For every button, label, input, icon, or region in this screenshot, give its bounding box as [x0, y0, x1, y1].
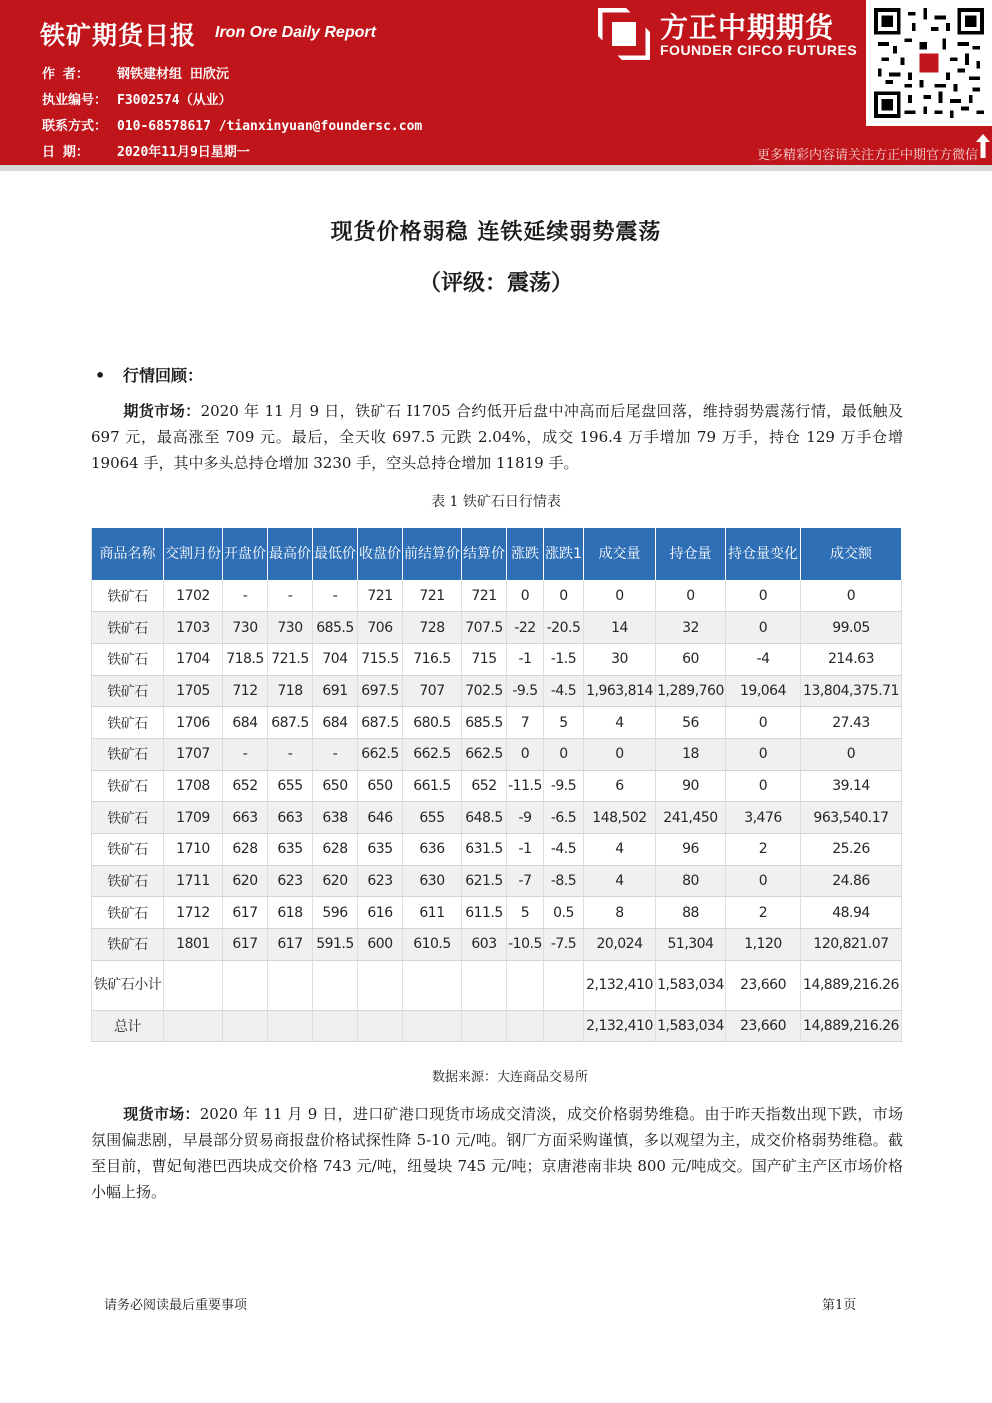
table-row [92, 675, 902, 707]
cell-product: 铁矿石 [92, 612, 164, 644]
cell-volume: 2,132,410 [584, 1010, 656, 1042]
cell-delivery-month: 1709 [164, 802, 223, 834]
cell-close: 650 [358, 770, 403, 802]
cell-oi-change: 23,660 [726, 1010, 801, 1042]
report-headline: 现货价格弱稳 连铁延续弱势震荡 [330, 220, 662, 245]
cell-change: -1 [507, 834, 544, 866]
section-market-review [95, 363, 203, 386]
cell-high [268, 960, 313, 1010]
table-caption: 表 1 铁矿石日行情表 [431, 494, 561, 510]
cell-open [223, 960, 268, 1010]
futures-paragraph [91, 398, 903, 476]
cell-close [358, 1010, 403, 1042]
cell-delivery-month: 1801 [164, 929, 223, 961]
cell-low: - [313, 738, 358, 770]
section-heading: 行情回顾： [123, 366, 204, 385]
cell-oi-change: 23,660 [726, 960, 801, 1010]
cell-close: 706 [358, 612, 403, 644]
cell-product: 铁矿石 [92, 865, 164, 897]
cell-high: 635 [268, 834, 313, 866]
header-open: 开盘价 [223, 528, 268, 580]
cell-open-interest: 18 [656, 738, 726, 770]
data-source: 数据来源：大连商品交易所 [431, 1070, 588, 1085]
meta-contact-key: 联系方式： [42, 119, 108, 134]
cell-settle: 685.5 [462, 707, 507, 739]
cell-open-interest: 88 [656, 897, 726, 929]
meta-contact-value: 010-68578617 /tianxinyuan@foundersc.com [117, 119, 423, 134]
cell-low: 596 [313, 897, 358, 929]
cell-settle: 603 [462, 929, 507, 961]
cell-close: 623 [358, 865, 403, 897]
cell-low: 704 [313, 643, 358, 675]
cell-open: 620 [223, 865, 268, 897]
cell-settle: 662.5 [462, 738, 507, 770]
cell-product: 铁矿石 [92, 675, 164, 707]
cell-volume: 1,963,814 [584, 675, 656, 707]
company-name-cn: 方正中期期货 [660, 11, 835, 44]
cell-product: 铁矿石 [92, 738, 164, 770]
cell-change: -1 [507, 643, 544, 675]
cell-high: 618 [268, 897, 313, 929]
meta-author [42, 63, 229, 82]
cell-oi-change: 2 [726, 897, 801, 929]
cell-open-interest: 90 [656, 770, 726, 802]
table-row [92, 643, 902, 675]
cell-turnover: 13,804,375.71 [801, 675, 902, 707]
cell-open: 684 [223, 707, 268, 739]
cell-prev-settle: 661.5 [403, 770, 462, 802]
cell-low: 684 [313, 707, 358, 739]
table-row [92, 960, 902, 1010]
iron-ore-quote-table [91, 528, 902, 1042]
cell-prev-settle: 716.5 [403, 643, 462, 675]
cell-settle: 652 [462, 770, 507, 802]
cell-settle [462, 1010, 507, 1042]
cell-oi-change: 1,120 [726, 929, 801, 961]
cell-open-interest: 241,450 [656, 802, 726, 834]
cell-high: 687.5 [268, 707, 313, 739]
cell-volume: 14 [584, 612, 656, 644]
cell-prev-settle: 636 [403, 834, 462, 866]
cell-open-interest: 60 [656, 643, 726, 675]
qr-code-icon [874, 6, 984, 120]
header-close: 收盘价 [358, 528, 403, 580]
header-settle: 结算价 [462, 528, 507, 580]
cell-product: 铁矿石 [92, 707, 164, 739]
cell-delivery-month: 1711 [164, 865, 223, 897]
up-arrow-icon [976, 134, 990, 158]
cell-volume: 8 [584, 897, 656, 929]
cell-high [268, 1010, 313, 1042]
cell-open-interest: 1,583,034 [656, 960, 726, 1010]
cell-change: -22 [507, 612, 544, 644]
meta-date-key: 日 期： [42, 145, 89, 160]
cell-turnover: 0 [801, 738, 902, 770]
header-turnover: 成交额 [801, 528, 902, 580]
cell-prev-settle: 662.5 [403, 738, 462, 770]
spot-lead: 现货市场： [123, 1105, 200, 1123]
cell-high: 730 [268, 612, 313, 644]
cell-settle: 715 [462, 643, 507, 675]
cell-change1: -7.5 [544, 929, 584, 961]
cell-change: 0 [507, 738, 544, 770]
cell-volume: 4 [584, 865, 656, 897]
table-row [92, 834, 902, 866]
table-row [92, 612, 902, 644]
meta-author-key: 作 者： [42, 67, 89, 82]
cell-prev-settle: 721 [403, 580, 462, 612]
table-body [92, 580, 902, 1042]
cell-change1: -20.5 [544, 612, 584, 644]
cell-oi-change: 19,064 [726, 675, 801, 707]
header-low: 最低价 [313, 528, 358, 580]
table-row [92, 865, 902, 897]
cell-open-interest: 96 [656, 834, 726, 866]
header-change: 涨跌 [507, 528, 544, 580]
cell-oi-change: 0 [726, 738, 801, 770]
cell-settle: 702.5 [462, 675, 507, 707]
cell-product: 铁矿石 [92, 929, 164, 961]
cell-open: - [223, 580, 268, 612]
cell-delivery-month: 1705 [164, 675, 223, 707]
cell-delivery-month: 1708 [164, 770, 223, 802]
cell-prev-settle [403, 1010, 462, 1042]
cell-open: 712 [223, 675, 268, 707]
cell-delivery-month: 1707 [164, 738, 223, 770]
cell-low [313, 1010, 358, 1042]
cell-volume: 30 [584, 643, 656, 675]
cell-settle: 631.5 [462, 834, 507, 866]
cell-turnover: 24.86 [801, 865, 902, 897]
company-name-en: FOUNDER CIFCO FUTURES [660, 42, 858, 58]
cell-high: 617 [268, 929, 313, 961]
cell-delivery-month: 1710 [164, 834, 223, 866]
footer-notice: 请务必阅读最后重要事项 [104, 1298, 248, 1313]
cell-turnover: 214.63 [801, 643, 902, 675]
cell-oi-change: 0 [726, 707, 801, 739]
cell-low: 691 [313, 675, 358, 707]
cell-prev-settle: 611 [403, 897, 462, 929]
cell-change1: 0.5 [544, 897, 584, 929]
cell-prev-settle: 610.5 [403, 929, 462, 961]
cell-close: 600 [358, 929, 403, 961]
table-row [92, 929, 902, 961]
cell-change: 7 [507, 707, 544, 739]
cell-close: 635 [358, 834, 403, 866]
cell-open: 628 [223, 834, 268, 866]
cell-prev-settle: 728 [403, 612, 462, 644]
cell-turnover: 39.14 [801, 770, 902, 802]
meta-author-value: 钢铁建材组 田欣沅 [117, 67, 229, 82]
cell-high: 655 [268, 770, 313, 802]
cell-low: 620 [313, 865, 358, 897]
cell-oi-change: 2 [726, 834, 801, 866]
cell-high: 623 [268, 865, 313, 897]
report-title-en: Iron Ore Daily Report [215, 24, 376, 41]
cell-volume: 2,132,410 [584, 960, 656, 1010]
cell-change1: -4.5 [544, 675, 584, 707]
table-row [92, 802, 902, 834]
cell-delivery-month: 1706 [164, 707, 223, 739]
cell-change1 [544, 1010, 584, 1042]
cell-volume: 20,024 [584, 929, 656, 961]
cell-volume: 4 [584, 707, 656, 739]
cell-open: 652 [223, 770, 268, 802]
cell-low: - [313, 580, 358, 612]
cell-turnover: 0 [801, 580, 902, 612]
cell-change1: -1.5 [544, 643, 584, 675]
meta-date-value: 2020年11月9日星期一 [117, 145, 250, 160]
cell-settle: 721 [462, 580, 507, 612]
cell-turnover: 14,889,216.26 [801, 1010, 902, 1042]
cell-open: 617 [223, 897, 268, 929]
cell-volume: 0 [584, 580, 656, 612]
cell-product: 总计 [92, 1010, 164, 1042]
cell-change1: -8.5 [544, 865, 584, 897]
cell-close: 687.5 [358, 707, 403, 739]
cell-open: 730 [223, 612, 268, 644]
page-number: 第1页 [822, 1298, 857, 1313]
cell-change: 5 [507, 897, 544, 929]
cell-prev-settle: 655 [403, 802, 462, 834]
cell-settle: 707.5 [462, 612, 507, 644]
cell-close: 616 [358, 897, 403, 929]
cell-volume: 148,502 [584, 802, 656, 834]
meta-license [42, 89, 232, 108]
cell-product: 铁矿石 [92, 834, 164, 866]
meta-contact [42, 115, 422, 134]
table-row [92, 770, 902, 802]
cell-low: 650 [313, 770, 358, 802]
header-open-interest: 持仓量 [656, 528, 726, 580]
cell-change1 [544, 960, 584, 1010]
cell-open-interest: 80 [656, 865, 726, 897]
header-oi-change: 持仓量变化 [726, 528, 801, 580]
cell-open-interest: 56 [656, 707, 726, 739]
cell-change [507, 1010, 544, 1042]
cell-close: 715.5 [358, 643, 403, 675]
cell-open-interest: 0 [656, 580, 726, 612]
cell-turnover: 25.26 [801, 834, 902, 866]
cell-change: -9 [507, 802, 544, 834]
table-row [92, 1010, 902, 1042]
cell-change1: 5 [544, 707, 584, 739]
cell-close [358, 960, 403, 1010]
table-header-row [92, 528, 902, 580]
cell-open-interest: 32 [656, 612, 726, 644]
cell-open: - [223, 738, 268, 770]
cell-change1: -6.5 [544, 802, 584, 834]
report-title-cn: 铁矿期货日报 [40, 21, 197, 50]
futures-lead: 期货市场： [123, 402, 201, 420]
cell-turnover: 48.94 [801, 897, 902, 929]
cell-change1: 0 [544, 738, 584, 770]
cell-open-interest: 51,304 [656, 929, 726, 961]
cell-oi-change: 0 [726, 770, 801, 802]
cell-change [507, 960, 544, 1010]
cell-volume: 0 [584, 738, 656, 770]
cell-change: 0 [507, 580, 544, 612]
cell-turnover: 963,540.17 [801, 802, 902, 834]
cell-oi-change: -4 [726, 643, 801, 675]
cell-close: 662.5 [358, 738, 403, 770]
cell-high: 718 [268, 675, 313, 707]
cell-close: 721 [358, 580, 403, 612]
meta-license-key: 执业编号： [42, 93, 108, 108]
header-prev-settle: 前结算价 [403, 528, 462, 580]
cell-high: - [268, 580, 313, 612]
cell-change: -7 [507, 865, 544, 897]
cell-turnover: 27.43 [801, 707, 902, 739]
cell-open [223, 1010, 268, 1042]
cell-open: 718.5 [223, 643, 268, 675]
header-banner [0, 0, 992, 165]
cell-product: 铁矿石 [92, 802, 164, 834]
spot-text: 2020 年 11 月 9 日，进口矿港口现货市场成交清淡，成交价格弱势维稳。由于昨天指数出现下跌，市场氛围偏悲剧，早晨部分贸易商报盘价格试探性降 5-10 元/吨。钢厂方面采购谨慎，多以观望为主，成交价格弱势维稳。截至目前，曹妃甸港巴西块成交价格 743 元/吨，纽曼块 745 元/吨；京唐港南非块 800 元/吨成交。国产矿主产区市场价格小幅上扬。 [91, 1105, 903, 1201]
cell-prev-settle: 707 [403, 675, 462, 707]
cell-product: 铁矿石 [92, 897, 164, 929]
cell-change1: 0 [544, 580, 584, 612]
cell-low: 591.5 [313, 929, 358, 961]
cell-open: 617 [223, 929, 268, 961]
cell-delivery-month: 1703 [164, 612, 223, 644]
cell-turnover: 120,821.07 [801, 929, 902, 961]
cell-change: -11.5 [507, 770, 544, 802]
cell-volume: 4 [584, 834, 656, 866]
cell-prev-settle [403, 960, 462, 1010]
cell-settle: 621.5 [462, 865, 507, 897]
cell-open: 663 [223, 802, 268, 834]
cell-delivery-month: 1702 [164, 580, 223, 612]
header-product: 商品名称 [92, 528, 164, 580]
cell-prev-settle: 680.5 [403, 707, 462, 739]
header-delivery-month: 交割月份 [164, 528, 223, 580]
cell-high: 663 [268, 802, 313, 834]
cell-product: 铁矿石小计 [92, 960, 164, 1010]
cell-oi-change: 3,476 [726, 802, 801, 834]
cell-change1: -4.5 [544, 834, 584, 866]
table-row [92, 738, 902, 770]
qr-code-frame [866, 0, 992, 126]
cell-prev-settle: 630 [403, 865, 462, 897]
header-change1: 涨跌1 [544, 528, 584, 580]
cell-delivery-month: 1704 [164, 643, 223, 675]
cell-delivery-month [164, 1010, 223, 1042]
cell-low: 638 [313, 802, 358, 834]
header-divider [0, 165, 992, 171]
meta-license-value: F3002574（从业） [117, 93, 232, 108]
cell-product: 铁矿石 [92, 580, 164, 612]
header-volume: 成交量 [584, 528, 656, 580]
cell-open-interest: 1,583,034 [656, 1010, 726, 1042]
cell-oi-change: 0 [726, 580, 801, 612]
cell-settle: 648.5 [462, 802, 507, 834]
cell-close: 646 [358, 802, 403, 834]
cell-oi-change: 0 [726, 612, 801, 644]
cell-turnover: 14,889,216.26 [801, 960, 902, 1010]
header-high: 最高价 [268, 528, 313, 580]
cell-oi-change: 0 [726, 865, 801, 897]
table-row [92, 580, 902, 612]
cell-volume: 6 [584, 770, 656, 802]
table-row [92, 897, 902, 929]
cell-low: 685.5 [313, 612, 358, 644]
cell-change: -10.5 [507, 929, 544, 961]
futures-text: 2020 年 11 月 9 日，铁矿石 I1705 合约低开后盘中冲高而后尾盘回落，维持弱势震荡行情，最低触及 697 元，最高涨至 709 元。最后，全天收 697.5 元跌 2.04%，成交 196.4 万手增加 79 万手，持仓 129 万手仓增 19064 手，其中多头总持仓增加 3230 手，空头总持仓增加 11819 手。 [91, 402, 903, 472]
cell-delivery-month: 1712 [164, 897, 223, 929]
cell-change1: -9.5 [544, 770, 584, 802]
cell-high: - [268, 738, 313, 770]
cell-open-interest: 1,289,760 [656, 675, 726, 707]
cell-product: 铁矿石 [92, 643, 164, 675]
cell-turnover: 99.05 [801, 612, 902, 644]
bullet-icon: • [95, 366, 106, 385]
spot-paragraph [91, 1101, 903, 1205]
founder-logo-icon [598, 8, 650, 60]
cell-low [313, 960, 358, 1010]
meta-date [42, 141, 250, 160]
cell-high: 721.5 [268, 643, 313, 675]
cell-product: 铁矿石 [92, 770, 164, 802]
cell-delivery-month [164, 960, 223, 1010]
follow-wechat-text: 更多精彩内容请关注方正中期官方微信 [756, 148, 978, 163]
table-row [92, 707, 902, 739]
cell-low: 628 [313, 834, 358, 866]
cell-settle [462, 960, 507, 1010]
report-rating: （评级：震荡） [418, 271, 573, 296]
cell-close: 697.5 [358, 675, 403, 707]
cell-change: -9.5 [507, 675, 544, 707]
cell-settle: 611.5 [462, 897, 507, 929]
